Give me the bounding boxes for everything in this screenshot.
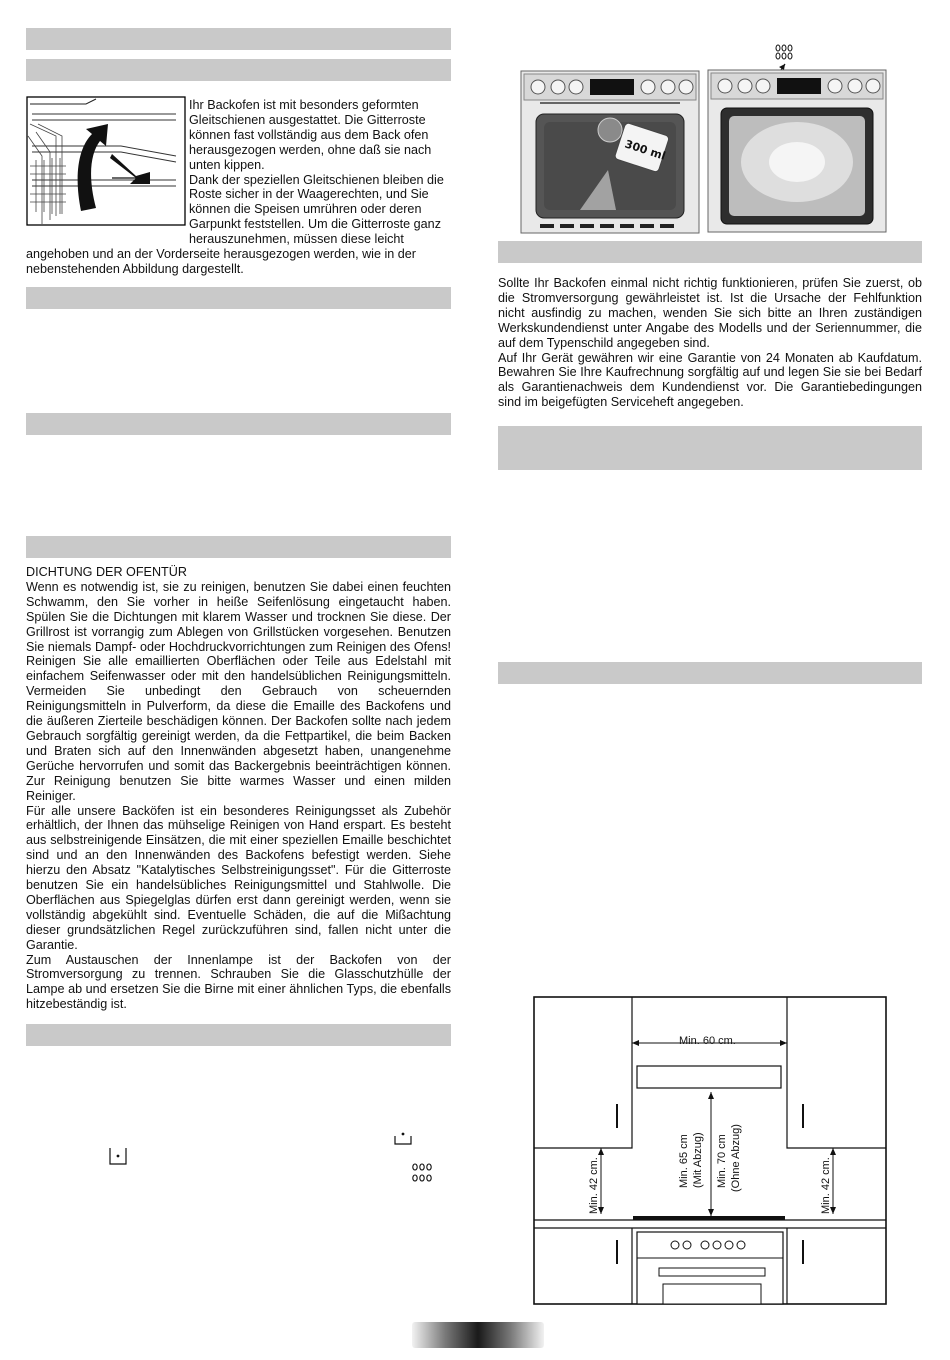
oven-water-illustration (520, 70, 700, 234)
text-line: unten kippen. (189, 157, 265, 172)
section-header-bar (498, 241, 922, 263)
service-text (498, 276, 922, 410)
text-line: Garpunkt feststellen. Um die Gitterroste ganz (189, 217, 441, 232)
service-paragraph: Sollte Ihr Backofen einmal nicht richtig funktionieren, prüfen Sie zuerst, ob die Stromversorgung gewährleistet ist. Ist die Ursache der Fehlfunktion nicht ausfindig zu machen, wenden Sie sich bitte an Ihren zuständigen Werkskundendienst unter Angabe des Modells und der Seriennummer, die auf dem Typenschild angegeben sind. (498, 276, 922, 350)
steam-drops-icon (410, 1162, 434, 1184)
cleaning-text (26, 565, 451, 1012)
rack-text-full (26, 247, 451, 277)
section-header-bar (26, 413, 451, 435)
section-header-bar (26, 536, 451, 558)
oven-rack-illustration (26, 96, 186, 226)
section-header-bar (26, 59, 451, 81)
dimension-label-left: Min. 42 cm. (588, 1157, 600, 1214)
service-paragraph: Auf Ihr Gerät gewähren wir eine Garantie von 24 Monaten ab Kaufdatum. Bewahren Sie Ihre Kaufrechnung sorgfältig auf und legen Sie sie bei Bedarf als Garantienachweis dem Kundendienst vor. Die Garantiebedingungen sind im beigefügten Serviceheft angegeben. (498, 350, 922, 410)
cleaning-paragraph: Für alle unsere Backöfen ist ein besonderes Reinigungsset als Zubehör erhältlich, der Ihnen das mühselige Reinigen von Hand erspart. Es besteht aus selbstreinigende Einsätzen, die mit einer speziellen Emaille beschichtet sind und an den Innenwänden des Backofens befestigt werden. Siehe hierzu den Absatz "Katalytisches Selbstreinigungsset". Für die Gitterroste benutzen Sie ein handelsübliches Reinigungsmittel und Stahlwolle. Die Oberflächen aus Spiegelglas dürfen erst dann gereinigt werden, wenn sie vollständig abgekühlt sind. Eventuelle Schäden, die auf die Mißachtung dieser grundsätzlichen Regel zurückzuführen sind, fallen nicht unter die Garantie. (26, 803, 451, 952)
section-header-bar (498, 662, 922, 684)
text-line: Roste sicher in der Waagerechten, und Sie (189, 187, 429, 202)
cleaning-paragraph: Zum Austauschen der Innenlampe ist der Backofen von der Stromversorgung zu trennen. Schrauben Sie die Glasschutzhülle der Lampe ab und ersetzen Sie die Birne mit einer ähnlichen Typs, die ebenfalls hitzebeständig ist. (26, 952, 451, 1012)
section-header-bar (26, 1024, 451, 1046)
oven-function-icon (392, 1130, 414, 1148)
oven-function-icon (107, 1146, 129, 1168)
cleaning-paragraph: Wenn es notwendig ist, sie zu reinigen, benutzen Sie dabei einen feuchten Schwamm, den Sie vorher in heiße Seifenlösung eingetaucht haben. Spülen Sie die Dichtungen mit klarem Wasser und trocknen Sie diese. Der Grillrost ist vorrangig zum Ablegen von Grillstücken vorgesehen. Benutzen Sie niemals Dampf- oder Hochdruckvorrichtungen zum Reinigen des Ofens! Reinigen Sie alle emaillierten Oberflächen oder Teile aus Edelstahl mit einfachem Seifenwasser oder mit den handelsüblichen Reinigungsmitteln. Vermeiden Sie unbedingt den Gebrauch von scheuernden Reinigungsmitteln in Pulverform, da diese die Emaille des Backofens und die äußeren Zierteile beschädigen können. Der Backofen sollte nach jedem Gebrauch sorgfältig gereinigt werden, da die Fettpartikel, die beim Backen und Braten sich auf den Innenwänden abgesetzt haben, unangenehme Gerüche hervorrufen und somit das Backergebnis beeinträchtigen können. Zur Reinigung benutzen Sie bitte warmes Wasser und einen milden Reiniger. (26, 579, 451, 803)
section-header-bar (26, 287, 451, 309)
dimension-label-hood-b1: Min. 70 cm (716, 1134, 728, 1188)
text-line: Dank der speziellen Gleitschienen bleiben die (189, 172, 444, 187)
text-line: herauszunehmen, müssen diese leicht (189, 232, 404, 247)
page-footer-bar (412, 1322, 544, 1348)
dimension-label-hood-a2: (Mit Abzug) (692, 1132, 704, 1188)
section-header-bar (498, 426, 922, 470)
measuring-cup-label: 300 ml (623, 137, 668, 163)
text-line: nebenstehenden Abbildung dargestellt. (26, 261, 244, 276)
text-line: Gleitschienen ausgestattet. Die Gitterroste (189, 112, 426, 127)
dimension-label-hood-a1: Min. 65 cm (678, 1134, 690, 1188)
dimension-label-hood-b2: (Ohne Abzug) (730, 1124, 742, 1192)
text-line: herausgezogen werden, ohne daß sie nach (189, 142, 432, 157)
text-line: angehoben und an der Vorderseite herausgezogen werden, wie in der (26, 247, 416, 261)
text-line: Ihr Backofen ist mit besonders geformten (189, 98, 419, 112)
dimension-label-width: Min. 60 cm. (679, 1035, 736, 1047)
cleaning-title: DICHTUNG DER OFENTÜR (26, 565, 187, 579)
text-line: können die Speisen umrühren oder deren (189, 202, 422, 217)
section-header-bar (26, 28, 451, 50)
text-line: können fast vollständig aus dem Back ofen (189, 127, 429, 142)
oven-steam-illustration (707, 42, 887, 234)
installation-diagram (533, 996, 887, 1306)
rack-text-narrow (189, 98, 451, 247)
dimension-label-right: Min. 42 cm. (820, 1157, 832, 1214)
